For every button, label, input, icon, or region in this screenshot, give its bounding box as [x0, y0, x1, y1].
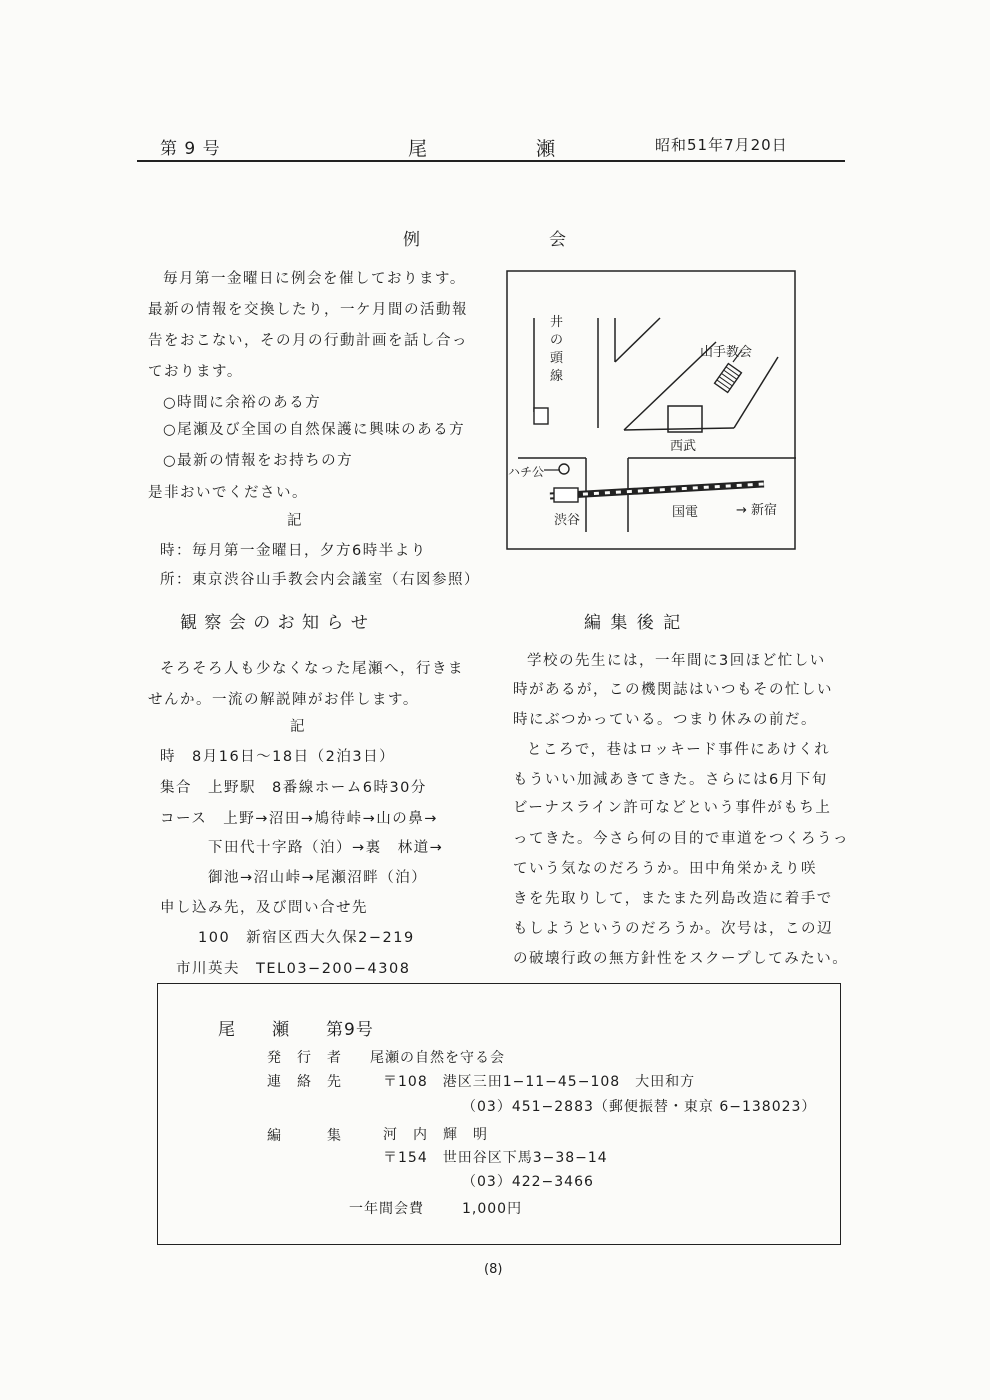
kansatsu-heading: 観 察 会 の お 知 ら せ	[180, 613, 369, 633]
map-label-line-name: 頭	[550, 351, 564, 366]
colophon-editor-address: 〒154 世田谷区下馬3−38−14	[383, 1150, 608, 1166]
colophon-fee: 1,000円	[462, 1201, 523, 1217]
map-label-shinjuku: → 新宿	[736, 503, 778, 518]
henshu-line: の破壊行政の無方針性をスクープしてみたい。	[513, 951, 849, 967]
map-jr-line	[550, 484, 764, 496]
henshu-line: 時にぶつかっている。つまり休みの前だ。	[513, 712, 817, 728]
reikai-line: ○最新の情報をお持ちの方	[163, 453, 354, 469]
map-label-hachiko: ハチ公	[508, 465, 545, 479]
kansatsu-contact-address: 100 新宿区西大久保2−219	[198, 930, 415, 946]
kansatsu-contact-name: 市川英夫 TEL03−200−4308	[176, 961, 411, 977]
henshu-line: ってきた。今さら何の目的で車道をつくろうっ	[513, 831, 849, 847]
kansatsu-when: 時 8月16日〜18日（2泊3日）	[160, 749, 396, 765]
kansatsu-contact-label: 申し込み先，及び問い合せ先	[160, 900, 368, 916]
kansatsu-line: そろそろ人も少なくなった尾瀬へ，行きま	[160, 661, 464, 677]
reikai-heading-left: 例	[403, 230, 420, 250]
reikai-where: 所：東京渋谷山手教会内会議室（右図参照）	[160, 572, 480, 588]
issue-date: 昭和51年7月20日	[655, 136, 788, 154]
masthead-title-right: 瀬	[536, 138, 557, 160]
colophon-publisher-label: 発 行 者	[267, 1050, 342, 1066]
map-shibuya-station	[554, 488, 578, 502]
colophon-contact-address: 〒108 港区三田1−11−45−108 大田和方	[383, 1074, 696, 1090]
map-hachiko-marker	[559, 464, 569, 474]
kansatsu-meet: 集合 上野駅 8番線ホーム6時30分	[160, 780, 427, 796]
henshu-heading: 編 集 後 記	[584, 613, 683, 633]
kansatsu-line: せんか。一流の解説陣がお伴します。	[148, 692, 419, 708]
reikai-line: ております。	[148, 364, 243, 380]
map-label-line-name: の	[550, 333, 564, 348]
header-rule	[137, 160, 845, 162]
page-number: (8)	[484, 1262, 503, 1277]
map-label-seibu: 西武	[670, 439, 697, 454]
colophon-contact-label: 連 絡 先	[267, 1074, 342, 1090]
colophon-editor: 河 内 輝 明	[383, 1127, 488, 1143]
reikai-line: 是非おいでください。	[148, 485, 308, 501]
kansatsu-course: 御池→沼山峠→尾瀬沼畔（泊）	[208, 870, 428, 886]
kansatsu-ki: 記	[290, 719, 306, 735]
reikai-when: 時：毎月第一金曜日，夕方6時半より	[160, 543, 427, 559]
reikai-ki: 記	[287, 513, 303, 529]
map-label-line-name: 井	[550, 315, 564, 330]
map-road	[615, 318, 660, 362]
map-inokashira-station	[534, 408, 548, 424]
henshu-line: ていう気なのだろうか。田中角栄かえり咲	[513, 861, 817, 877]
colophon-editor-phone: （03）422−3466	[462, 1174, 594, 1190]
colophon-title: 尾 瀬 第9号	[218, 1020, 374, 1040]
masthead-title-left: 尾	[408, 138, 429, 160]
henshu-line: 時があるが，この機関誌はいつもその忙しい	[513, 682, 833, 698]
meeting-place-map	[506, 270, 796, 550]
map-label-kokuden: 国電	[672, 505, 699, 520]
reikai-line: 毎月第一金曜日に例会を催しております。	[163, 271, 466, 287]
map-church	[715, 364, 742, 393]
kansatsu-course: コース 上野→沼田→鳩待峠→山の鼻→	[160, 811, 438, 827]
reikai-line: ○尾瀬及び全国の自然保護に興味のある方	[163, 422, 466, 438]
colophon-contact-phone: （03）451−2883（郵便振替・東京 6−138023）	[462, 1099, 817, 1115]
henshu-line: もういい加減あきてきた。さらには6月下旬	[513, 772, 828, 788]
map-road	[624, 428, 734, 430]
colophon-fee-label: 一年間会費	[349, 1201, 424, 1217]
reikai-line: ○時間に余裕のある方	[163, 395, 322, 411]
colophon-publisher: 尾瀬の自然を守る会	[370, 1050, 505, 1066]
issue-number: 第 9 号	[160, 139, 221, 159]
map-road	[734, 357, 778, 428]
reikai-heading-right: 会	[549, 230, 566, 250]
map-label-church: 山手教会	[700, 345, 753, 360]
map-label-shibuya: 渋谷	[554, 513, 581, 528]
henshu-line: ところで，巷はロッキード事件にあけくれ	[527, 742, 831, 758]
henshu-line: 学校の先生には，一年間に3回ほど忙しい	[527, 653, 826, 669]
henshu-line: きを先取りして，またまた列島改造に着手で	[513, 891, 833, 907]
reikai-line: 最新の情報を交換したり，一ケ月間の活動報	[148, 302, 468, 318]
map-label-line-name: 線	[550, 369, 564, 384]
reikai-line: 告をおこない，その月の行動計画を話し合っ	[148, 333, 468, 349]
kansatsu-course: 下田代十字路（泊）→裏 林道→	[208, 840, 444, 856]
colophon-editor-label: 編 集	[267, 1128, 342, 1144]
henshu-line: もしようというのだろうか。次号は，この辺	[513, 921, 833, 937]
henshu-line: ビーナスライン許可などという事件がもち上	[513, 800, 832, 816]
